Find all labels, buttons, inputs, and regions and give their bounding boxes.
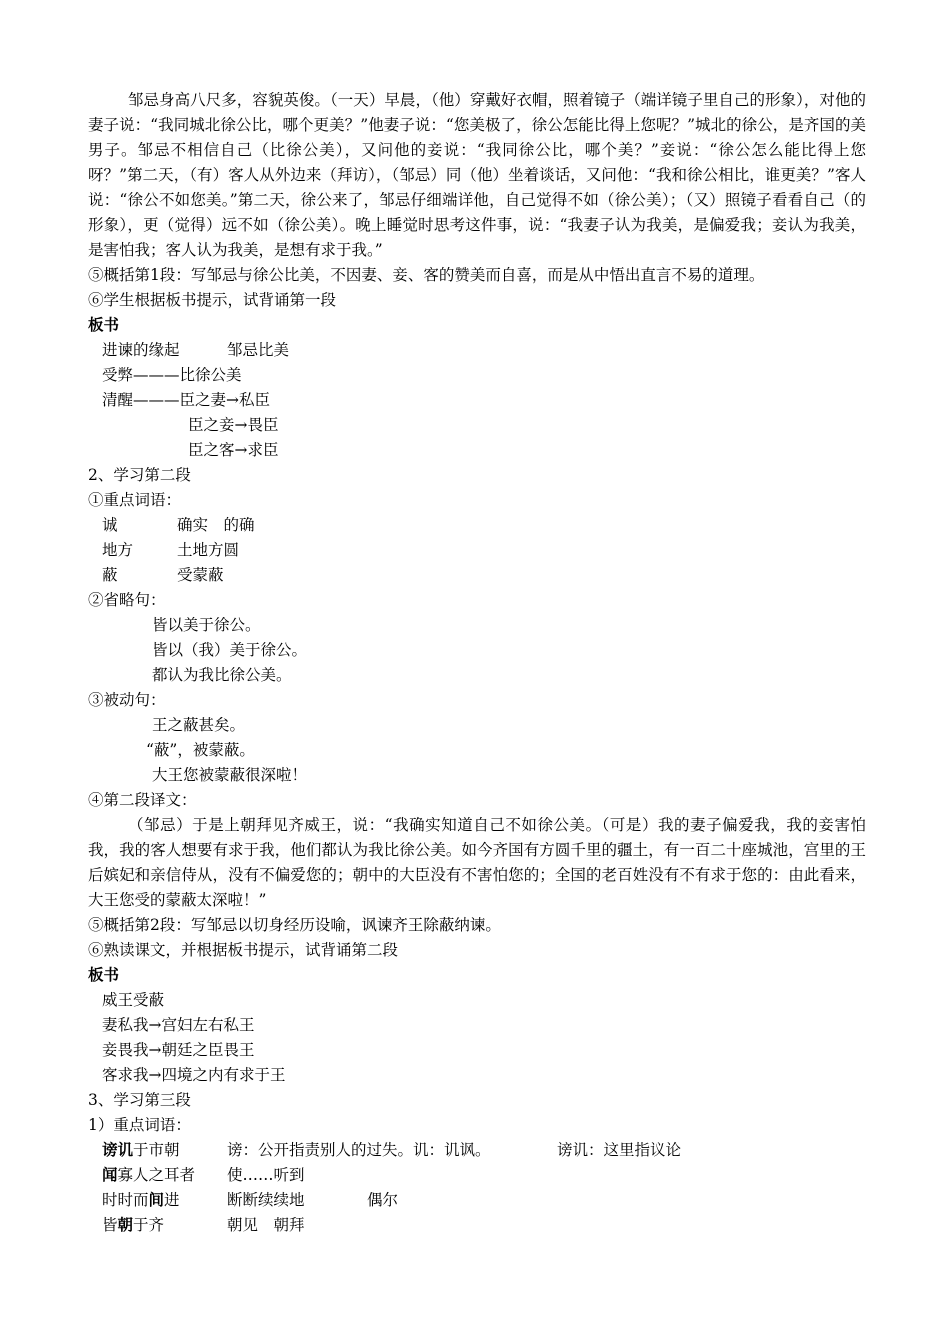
vocab-word: 蔽 bbox=[102, 566, 118, 584]
omission-sentence: 皆以（我）美于徐公。 bbox=[152, 641, 308, 659]
recite-instruction-2: ⑥熟读课文，并根据板书提示，试背诵第二段 bbox=[88, 941, 399, 959]
vocab-phrase: 谤讥于市朝 bbox=[102, 1141, 180, 1159]
translation-paragraph-2: （邹忌）于是上朝拜见齐威王，说：“我确实知道自己不如徐公美。（可是）我的妻子偏爱我，我的妾害怕我，我的客人想要有求于我，他们都认为我比徐公美。如今齐国有方圆千里的疆土，有一百二十座城池，宫里的王后嫔妃和亲信侍从，没有不偏爱您的；朝中的大臣没有不害怕您的；全国的老百姓没有不有求于您的：由此看来，大王您受的蒙蔽太深啦！” bbox=[88, 816, 866, 909]
blackboard-outline-2 bbox=[88, 988, 866, 1088]
passive-sentence: “蔽”，被蒙蔽。 bbox=[146, 741, 255, 759]
vocab-word: 诚 bbox=[102, 516, 118, 534]
translation-paragraph-1: 邹忌身高八尺多，容貌英俊。（一天）早晨，（他）穿戴好衣帽，照着镜子（端详镜子里自己的形象），对他的妻子说：“我同城北徐公比，哪个更美？”他妻子说：“您美极了，徐公怎能比得上您呢？”城北的徐公，是齐国的美男子。邹忌不相信自己（比徐公美），又问他的妾说：“我同徐公比，哪个美？”妾说：“徐公怎么能比得上您呀？”第二天，（有）客人从外边来（拜访），（邹忌）同（他）坐着谈话，又问他：“我和徐公相比，谁更美？”客人说：“徐公不如您美。”第二天，徐公来了，邹忌仔细端详他，自己觉得不如（徐公美）；（又）照镜子看看自己（的形象），更（觉得）远不如（徐公美）。晚上睡觉时思考这件事，说：“我妻子认为我美，是偏爱我；妾认为我美，是害怕我；客人认为我美，是想有求于我。” bbox=[88, 91, 866, 259]
board-item: 进谏的缘起 bbox=[102, 341, 180, 359]
vocab-row bbox=[88, 563, 866, 588]
vocab-heading-2: ①重点词语： bbox=[88, 491, 182, 509]
section-heading-3: 3、学习第三段 bbox=[88, 1091, 191, 1109]
vocab-meaning: 使……听到 bbox=[227, 1166, 305, 1184]
vocab-meaning: 朝见 朝拜 bbox=[227, 1216, 305, 1234]
board-item: 客求我→四境之内有求于王 bbox=[102, 1066, 286, 1084]
omission-sentence: 都认为我比徐公美。 bbox=[152, 666, 292, 684]
vocab-phrase: 皆朝于齐 bbox=[102, 1216, 165, 1234]
blackboard-outline-1 bbox=[88, 338, 866, 463]
vocab-row bbox=[88, 1188, 866, 1213]
board-item: 清醒———臣之妻→私臣 bbox=[102, 391, 270, 409]
board-heading-2: 板书 bbox=[88, 966, 120, 984]
vocab-note: 偶尔 bbox=[367, 1191, 399, 1209]
translation-heading-2: ④第二段译文： bbox=[88, 791, 197, 809]
vocab-heading-3: 1）重点词语： bbox=[88, 1116, 191, 1134]
board-item: 受弊———比徐公美 bbox=[102, 366, 242, 384]
vocab-meaning: 受蒙蔽 bbox=[177, 566, 224, 584]
board-item: 妾畏我→朝廷之臣畏王 bbox=[102, 1041, 255, 1059]
passive-heading: ③被动句： bbox=[88, 691, 166, 709]
recite-instruction-1: ⑥学生根据板书提示，试背诵第一段 bbox=[88, 291, 337, 309]
document-page bbox=[88, 88, 866, 1238]
vocab-meaning: 谤：公开指责别人的过失。讥：讥讽。 bbox=[227, 1141, 491, 1159]
vocab-list-3 bbox=[88, 1138, 866, 1238]
vocab-meaning: 断断续续地 bbox=[227, 1191, 305, 1209]
board-item: 臣之妾→畏臣 bbox=[188, 416, 279, 434]
board-item: 臣之客→求臣 bbox=[188, 441, 279, 459]
board-item: 威王受蔽 bbox=[102, 991, 165, 1009]
vocab-row bbox=[88, 1138, 866, 1163]
passive-sentence: 王之蔽甚矣。 bbox=[152, 716, 246, 734]
vocab-phrase: 时时而间进 bbox=[102, 1191, 180, 1209]
vocab-meaning: 确实 的确 bbox=[177, 516, 255, 534]
vocab-row bbox=[88, 538, 866, 563]
passive-sentence: 大王您被蒙蔽很深啦！ bbox=[152, 766, 308, 784]
board-heading-1: 板书 bbox=[88, 316, 120, 334]
omission-heading: ②省略句： bbox=[88, 591, 166, 609]
board-item: 妻私我→宫妇左右私王 bbox=[102, 1016, 255, 1034]
vocab-row bbox=[88, 1163, 866, 1188]
vocab-word: 地方 bbox=[102, 541, 134, 559]
vocab-row bbox=[88, 1213, 866, 1238]
vocab-meaning: 土地方圆 bbox=[177, 541, 240, 559]
vocab-phrase: 闻寡人之耳者 bbox=[102, 1166, 196, 1184]
vocab-list-2 bbox=[88, 513, 866, 588]
vocab-row bbox=[88, 513, 866, 538]
board-item: 邹忌比美 bbox=[227, 341, 290, 359]
vocab-note: 谤讥：这里指议论 bbox=[557, 1141, 682, 1159]
summary-paragraph-2: ⑤概括第2段：写邹忌以切身经历设喻，讽谏齐王除蔽纳谏。 bbox=[88, 916, 501, 934]
summary-paragraph-1: ⑤概括第1段：写邹忌与徐公比美，不因妻、妾、客的赞美而自喜，而是从中悟出直言不易的道理。 bbox=[88, 266, 765, 284]
section-heading-2: 2、学习第二段 bbox=[88, 466, 191, 484]
omission-sentence: 皆以美于徐公。 bbox=[152, 616, 261, 634]
